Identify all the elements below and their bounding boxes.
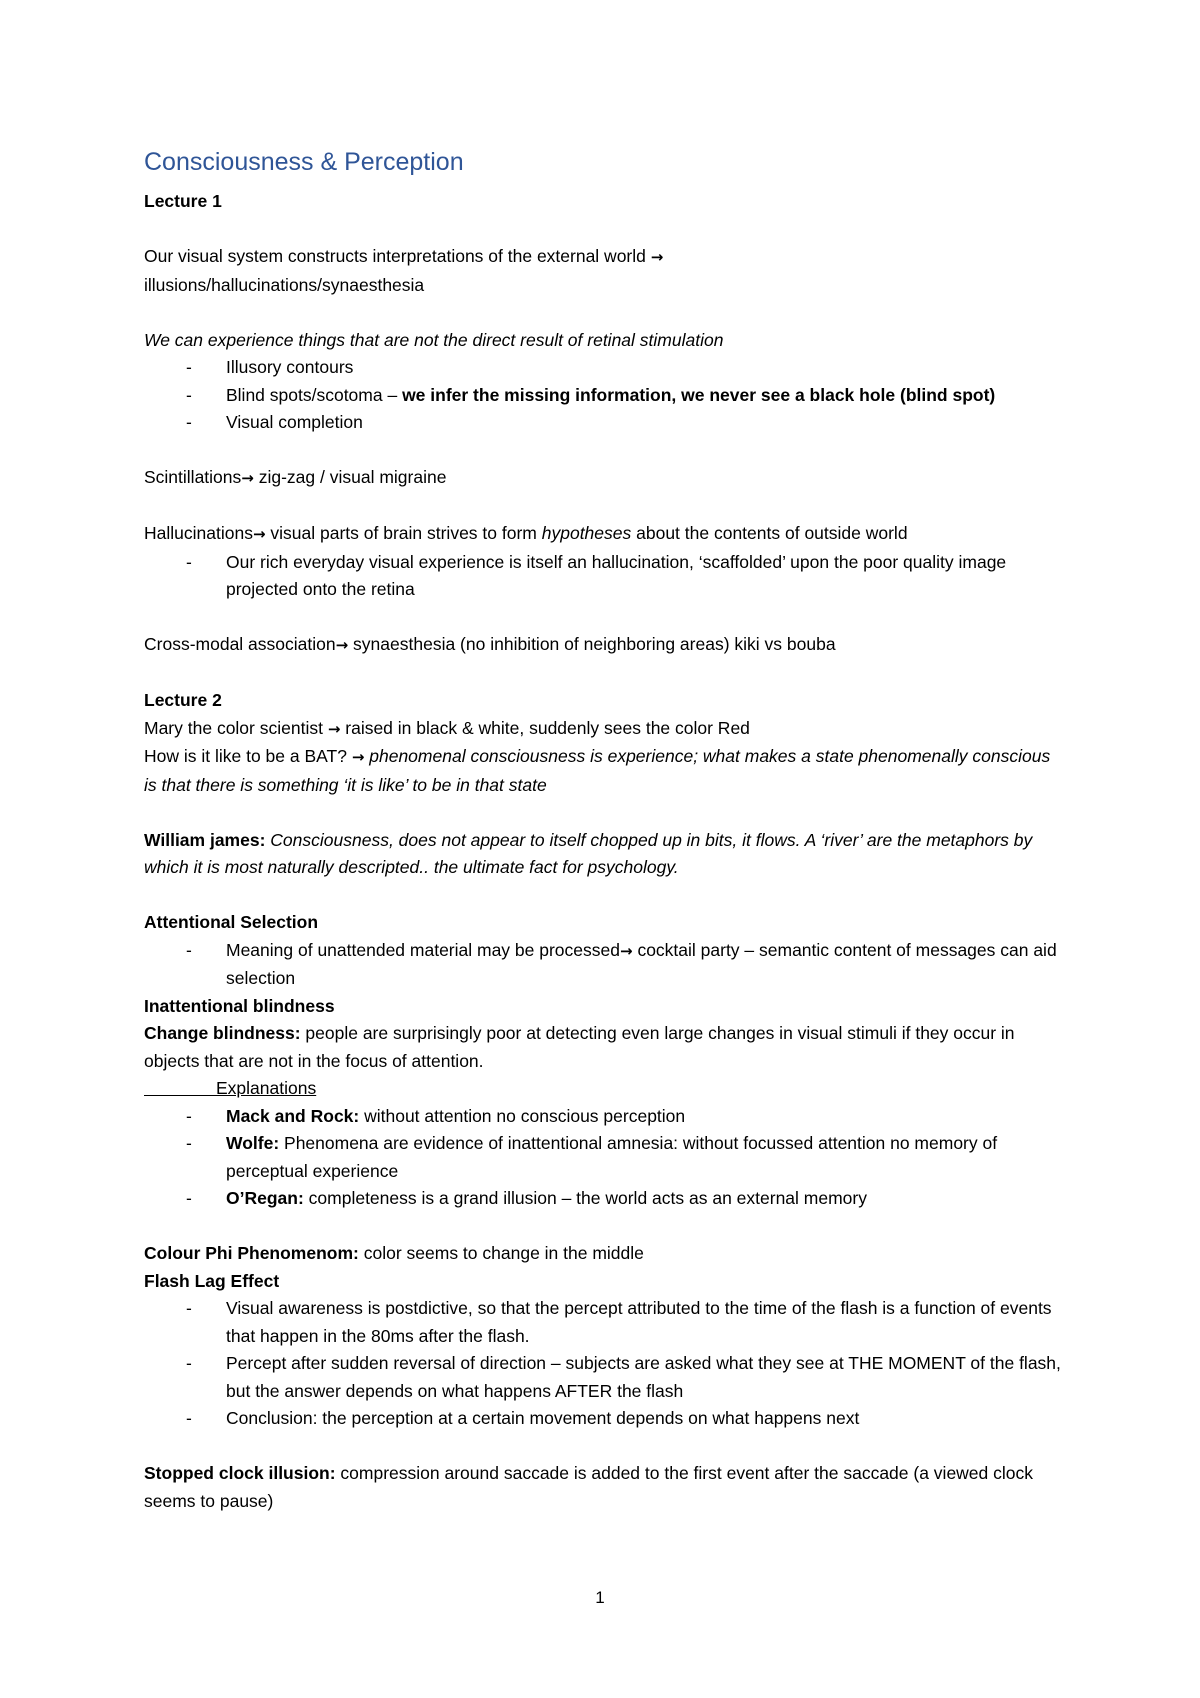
text-span: Our visual system constructs interpretations of the external world xyxy=(144,246,646,266)
arrow-icon: → xyxy=(252,525,266,543)
arrow-icon: → xyxy=(327,719,341,738)
arrow-icon: → xyxy=(351,748,365,766)
list-item-text xyxy=(226,382,1064,410)
paragraph-colour-phi xyxy=(144,1240,1064,1268)
text-span: Cross-modal association xyxy=(144,634,336,654)
list-item xyxy=(144,409,1064,437)
paragraph-bat xyxy=(144,743,1064,799)
list-item-text: Conclusion: the perception at a certain movement depends on what happens next xyxy=(226,1408,860,1428)
bullet-dash: - xyxy=(186,1353,192,1373)
text-span: Wolfe: xyxy=(226,1133,280,1153)
text-span: Colour Phi Phenomenom: xyxy=(144,1243,359,1263)
lecture-2-heading: Lecture 2 xyxy=(144,690,222,710)
bullet-dash: - xyxy=(186,1408,192,1428)
text-span: zig-zag / visual migraine xyxy=(253,467,447,487)
page-title: Consciousness & Perception xyxy=(144,148,464,176)
bullet-dash: - xyxy=(186,1298,192,1318)
text-span: illusions/hallucinations/synaesthesia xyxy=(144,274,425,295)
paragraph-scintillations xyxy=(144,464,1064,493)
text-span: Hallucinations xyxy=(144,523,253,543)
bullet-dash: - xyxy=(186,1105,192,1126)
bullet-dash: - xyxy=(186,939,192,960)
text-span: William james: xyxy=(144,829,271,850)
text-span: raised in black & white, suddenly sees the color Red xyxy=(340,717,750,738)
text-span: Stopped clock illusion: xyxy=(144,1463,336,1483)
text-span: completeness is a grand illusion – the world acts as an external memory xyxy=(303,1188,867,1208)
list-item-text: Illusory contours xyxy=(226,357,354,377)
list-item xyxy=(144,1130,1064,1185)
paragraph-mary xyxy=(144,715,1064,744)
list-item xyxy=(144,1185,1064,1213)
lecture-1-heading: Lecture 1 xyxy=(144,191,222,211)
paragraph-change-blindness xyxy=(144,1020,1064,1075)
page-content xyxy=(144,144,1064,1515)
text-span: How is it like to be a BAT? xyxy=(144,746,352,766)
text-span: Mary the color scientist xyxy=(144,717,328,738)
paragraph-stopped-clock xyxy=(144,1460,1064,1515)
text-span: Blind spots/scotoma – xyxy=(226,384,403,405)
text-span: without attention no conscious perception xyxy=(359,1105,686,1126)
paragraph-visual-system xyxy=(144,243,1064,299)
paragraph-experience: We can experience things that are not the direct result of retinal stimulation xyxy=(144,329,724,350)
text-span: Mack and Rock: xyxy=(226,1105,360,1126)
arrow-icon: → xyxy=(650,248,664,266)
list-item-text: Visual awareness is postdictive, so that the percept attributed to the time of the flash is a function of events that happen in the 80ms after the flash. xyxy=(226,1298,1052,1346)
bullet-dash: - xyxy=(186,384,192,405)
text-span: Change blindness: xyxy=(144,1023,301,1043)
list-item xyxy=(144,354,1064,382)
text-span: synaesthesia (no inhibition of neighboring areas) kiki vs bouba xyxy=(348,634,836,654)
text-span: people are surprisingly poor at detecting even large changes in visual stimuli if they occur in objects that are not in the focus of attention. xyxy=(144,1023,1015,1071)
text-span: hypotheses xyxy=(541,523,632,543)
flash-lag-heading: Flash Lag Effect xyxy=(144,1270,280,1291)
list-item xyxy=(144,937,1064,993)
arrow-icon: → xyxy=(241,469,254,487)
text-span: Phenomena are evidence of inattentional amnesia: without focussed attention no memory of perceptual experience xyxy=(226,1133,998,1181)
text-span: visual parts of brain strives to form xyxy=(265,523,542,543)
list-item-text xyxy=(226,1185,1064,1213)
tab-underline xyxy=(144,1075,216,1096)
text-span: compression around saccade is added to the first event after the saccade (a viewed clock seems to pause) xyxy=(144,1463,1034,1511)
explanations-label: Explanations xyxy=(216,1078,317,1098)
text-span: O’Regan: xyxy=(226,1188,304,1208)
list-item-text xyxy=(226,937,1064,993)
text-span: about the contents of outside world xyxy=(631,523,908,543)
explanations-row xyxy=(144,1075,1064,1103)
list-item xyxy=(144,1405,1064,1433)
bullet-dash: - xyxy=(186,357,192,377)
list-item xyxy=(144,549,1064,604)
arrow-icon: → xyxy=(335,636,349,654)
list-item xyxy=(144,1350,1064,1405)
bullet-dash: - xyxy=(186,551,192,572)
text-span: Meaning of unattended material may be processed xyxy=(226,939,620,960)
bullet-dash: - xyxy=(186,1133,192,1153)
text-span: color seems to change in the middle xyxy=(358,1243,644,1263)
inattentional-blindness-heading: Inattentional blindness xyxy=(144,995,335,1016)
list-item xyxy=(144,1103,1064,1131)
list-item-text: Visual completion xyxy=(226,412,363,432)
list-item xyxy=(144,1295,1064,1350)
paragraph-william-james xyxy=(144,827,1064,882)
paragraph-cross-modal xyxy=(144,631,1064,660)
bullet-dash: - xyxy=(186,1188,192,1208)
attentional-selection-heading: Attentional Selection xyxy=(144,912,319,932)
paragraph-hallucinations xyxy=(144,520,1064,549)
list-item-text: Percept after sudden reversal of direction – subjects are asked what they see at THE MOMENT of the flash, but the answer depends on what happens AFTER the flash xyxy=(226,1353,1061,1401)
text-span: we infer the missing information, we never see a black hole (blind spot) xyxy=(402,384,996,405)
text-span: cocktail party – semantic content of messages can aid selection xyxy=(226,939,1057,988)
arrow-icon: → xyxy=(620,941,633,960)
bullet-dash: - xyxy=(186,412,192,432)
list-item xyxy=(144,382,1064,410)
list-item-text xyxy=(226,1130,1064,1185)
list-item-text xyxy=(226,1103,1064,1131)
text-span: Scintillations xyxy=(144,467,242,487)
text-span: phenomenal consciousness is experience; what makes a state phenomenally conscious is that there is something ‘it is like’ to be in that state xyxy=(144,746,1051,795)
list-item-text: Our rich everyday visual experience is itself an hallucination, ‘scaffolded’ upon the poor quality image projected onto the retina xyxy=(226,551,1007,599)
text-span: Consciousness, does not appear to itself chopped up in bits, it flows. A ‘river’ are the metaphors by which it is most naturally descripted.. the ultimate fact for psychology. xyxy=(144,829,1033,877)
page-number: 1 xyxy=(595,1588,605,1607)
